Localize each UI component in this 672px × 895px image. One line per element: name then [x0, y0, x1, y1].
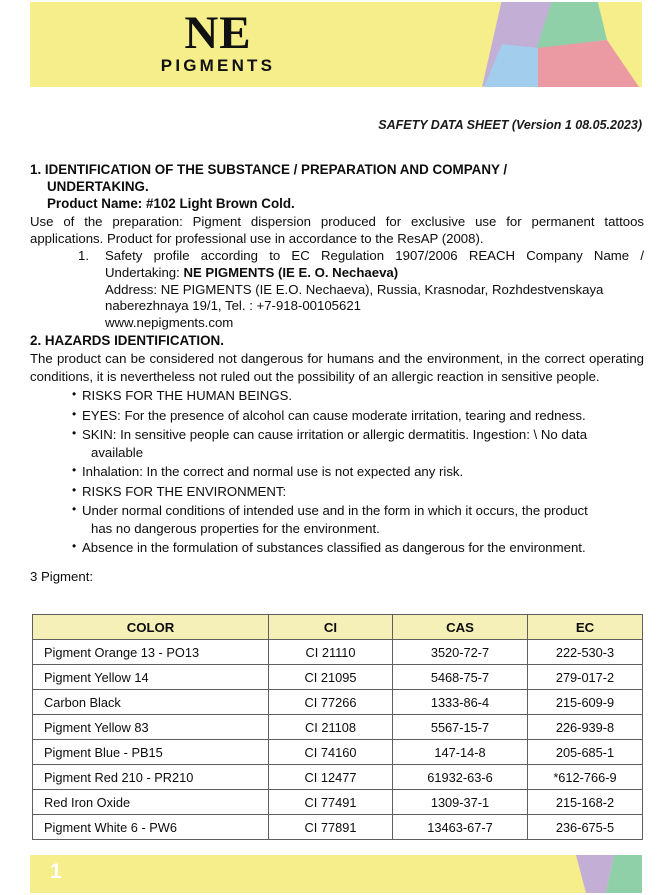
header-band — [30, 2, 642, 87]
safety-data-sheet-version: SAFETY DATA SHEET (Version 1 08.05.2023) — [378, 118, 642, 132]
cell-cas: 5567-15-7 — [393, 715, 528, 740]
cell-color: Pigment Yellow 83 — [33, 715, 269, 740]
list-item — [30, 539, 644, 556]
section1-heading-line1: 1. IDENTIFICATION OF THE SUBSTANCE / PREPARATION AND COMPANY / — [30, 162, 508, 177]
list-item — [30, 387, 644, 404]
cell-cas: 61932-63-6 — [393, 765, 528, 790]
table-row — [33, 740, 643, 765]
bullet-text: Absence in the formulation of substances classified as dangerous for the environment. — [82, 540, 586, 556]
safety-profile-lead: Safety profile according to EC Regulation 1907/2006 REACH Company Name / Undertaking: — [105, 248, 644, 280]
cell-color: Red Iron Oxide — [33, 790, 269, 815]
cell-ci: CI 21108 — [269, 715, 393, 740]
cell-cas: 13463-67-7 — [393, 815, 528, 840]
bullet-text: RISKS FOR THE ENVIRONMENT: — [82, 483, 287, 499]
cell-ec: 236-675-5 — [528, 815, 643, 840]
cell-cas: 5468-75-7 — [393, 665, 528, 690]
column-header-ec: EC — [528, 615, 643, 640]
footer-shapes-svg — [556, 855, 642, 893]
section3-label: 3 Pigment: — [30, 568, 94, 584]
logo-secondary-text: PIGMENTS — [160, 56, 276, 75]
cell-ec: 222-530-3 — [528, 640, 643, 665]
table-row — [33, 640, 643, 665]
page-number: 1 — [50, 860, 62, 883]
company-logo — [88, 8, 348, 76]
pigment-table-body — [33, 640, 643, 840]
list-item — [30, 463, 644, 480]
cell-ec: 226-939-8 — [528, 715, 643, 740]
pigment-table — [32, 614, 643, 840]
cell-ci: CI 21095 — [269, 665, 393, 690]
cell-ci: CI 77891 — [269, 815, 393, 840]
cell-ci: CI 74160 — [269, 740, 393, 765]
cell-color: Pigment Yellow 14 — [33, 665, 269, 690]
product-name: Product Name: #102 Light Brown Cold. — [47, 196, 295, 211]
cell-ec: *612-766-9 — [528, 765, 643, 790]
section1-heading-line2: UNDERTAKING. — [47, 179, 149, 194]
cell-ec: 279-017-2 — [528, 665, 643, 690]
list-item — [30, 502, 644, 537]
shape-pink — [537, 40, 639, 87]
cell-cas: 1309-37-1 — [393, 790, 528, 815]
table-row — [33, 790, 643, 815]
header-decorative-shapes — [462, 2, 642, 87]
pigment-table-head — [33, 615, 643, 640]
cell-ec: 215-609-9 — [528, 690, 643, 715]
cell-cas: 1333-86-4 — [393, 690, 528, 715]
cell-color: Pigment Orange 13 - PO13 — [33, 640, 269, 665]
section1-heading — [30, 161, 644, 195]
document-body — [30, 161, 644, 585]
table-row — [33, 665, 643, 690]
bullet-text: SKIN: In sensitive people can cause irritation or allergic dermatitis. Ingestion: \ No data — [82, 427, 588, 443]
table-row — [33, 715, 643, 740]
cell-ci: CI 21110 — [269, 640, 393, 665]
list-item — [30, 248, 644, 331]
section2-heading: 2. HAZARDS IDENTIFICATION. — [30, 333, 224, 349]
company-website: www.nepigments.com — [105, 314, 234, 330]
table-header-row — [33, 615, 643, 640]
column-header-ci: CI — [269, 615, 393, 640]
cell-ci: CI 77266 — [269, 690, 393, 715]
bullet-text: RISKS FOR THE HUMAN BEINGS. — [82, 387, 293, 403]
list-item — [30, 407, 644, 424]
hazards-bullet-list — [30, 387, 644, 557]
bullet-text: EYES: For the presence of alcohol can cause moderate irritation, tearing and redness. — [82, 407, 586, 423]
column-header-color: COLOR — [33, 615, 269, 640]
list-item — [30, 426, 644, 461]
hazards-intro-paragraph: The product can be considered not dangerous for humans and the environment, in the correct operating conditions, it is nevertheless not ruled out the possibility of an allergic reaction in sensitive people. — [30, 351, 644, 384]
bullet-text: Under normal conditions of intended use and in the form in which it occurs, the product — [82, 503, 588, 519]
cell-color: Pigment Red 210 - PR210 — [33, 765, 269, 790]
cell-ci: CI 12477 — [269, 765, 393, 790]
table-row — [33, 815, 643, 840]
address-line-1: Address: NE PIGMENTS (IE E.O. Nechaeva), Russia, Krasnodar, Rozhdestvenskaya — [105, 281, 604, 297]
cell-cas: 3520-72-7 — [393, 640, 528, 665]
logo-primary-text: NE — [184, 7, 252, 59]
section1-numbered-list — [30, 248, 644, 331]
use-of-preparation-paragraph: Use of the preparation: Pigment dispersion produced for exclusive use for permanent tattoos applications. Product for professional use in accordance to the ResAP (2008). — [30, 214, 644, 247]
footer-band — [30, 855, 642, 893]
bullet-text-continued: has no dangerous properties for the environment. — [91, 520, 380, 536]
cell-color: Pigment White 6 - PW6 — [33, 815, 269, 840]
bullet-text-continued: available — [91, 444, 144, 460]
column-header-cas: CAS — [393, 615, 528, 640]
cell-cas: 147-14-8 — [393, 740, 528, 765]
cell-ec: 205-685-1 — [528, 740, 643, 765]
cell-color: Pigment Blue - PB15 — [33, 740, 269, 765]
bullet-text: Inhalation: In the correct and normal use is not expected any risk. — [82, 464, 464, 480]
list-item-marker: 1. — [78, 248, 89, 264]
address-line-2: naberezhnaya 19/1, Tel. : +7-918-00105621 — [105, 298, 362, 314]
table-row — [33, 690, 643, 715]
cell-ec: 215-168-2 — [528, 790, 643, 815]
table-row — [33, 765, 643, 790]
safety-profile-line — [105, 248, 644, 281]
cell-ci: CI 77491 — [269, 790, 393, 815]
cell-color: Carbon Black — [33, 690, 269, 715]
list-item — [30, 483, 644, 500]
header-shapes-svg — [462, 2, 642, 87]
footer-decorative-shapes — [556, 855, 642, 893]
safety-profile-company: NE PIGMENTS (IE E. O. Nechaeva) — [183, 265, 399, 280]
